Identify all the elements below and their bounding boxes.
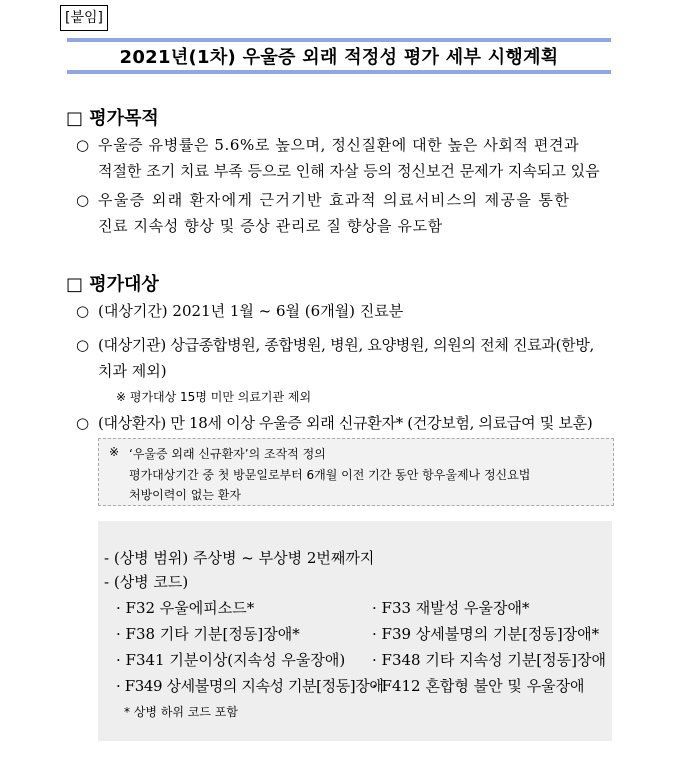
title-bar xyxy=(67,38,611,74)
definition-box xyxy=(98,438,614,506)
bullet-icon: ○ xyxy=(76,336,90,354)
attachment-label: [붙임] xyxy=(60,5,108,31)
code-right-2: · F39 상세불명의 기분[정동]장애* xyxy=(372,625,600,643)
code-right-4: · F412 혼합형 불안 및 우울장애 xyxy=(372,677,585,695)
code-footnote: * 상병 하위 코드 포함 xyxy=(124,705,238,719)
section-heading-purpose: □ 평가목적 xyxy=(66,108,159,129)
target-institution-line1: (대상기관) 상급종합병원, 종합병원, 병원, 요양병원, 의원의 전체 진료과(한방, xyxy=(98,336,594,354)
target-patient: (대상환자) 만 18세 이상 우울증 외래 신규환자* (건강보험, 의료급여 및 보훈) xyxy=(98,414,593,432)
bullet-icon: ○ xyxy=(76,136,90,154)
code-label: - (상병 코드) xyxy=(104,573,189,591)
definition-line2: 처방이력이 없는 환자 xyxy=(129,488,241,502)
bullet-icon: ○ xyxy=(76,191,90,209)
purpose-item-1-line1: 우울증 유병률은 5.6%로 높으며, 정신질환에 대한 높은 사회적 편견과 xyxy=(98,136,580,154)
target-institution-line2: 치과 제외) xyxy=(98,362,167,380)
code-right-1: · F33 재발성 우울장애* xyxy=(372,599,530,617)
purpose-item-2-line1: 우울증 외래 환자에게 근거기반 효과적 의료서비스의 제공을 통한 xyxy=(98,191,571,209)
definition-line1: 평가대상기간 중 첫 방문일로부터 6개월 이전 기간 동안 항우울제나 정신요법 xyxy=(129,468,531,482)
purpose-item-2-line2: 진료 지속성 향상 및 증상 관리로 질 향상을 유도함 xyxy=(98,217,443,235)
disease-code-box xyxy=(98,521,612,741)
bullet-icon: ○ xyxy=(76,414,90,432)
code-left-1: · F32 우울에피소드* xyxy=(116,599,255,617)
target-period: (대상기간) 2021년 1월 ~ 6월 (6개월) 진료분 xyxy=(98,302,404,320)
code-right-3: · F348 기타 지속성 기분[정동]장애 xyxy=(372,651,606,669)
institution-note: ※ 평가대상 15명 미만 의료기관 제외 xyxy=(116,390,312,404)
code-left-4: · F349 상세불명의 지속성 기분[정동]장애 xyxy=(116,677,384,695)
code-left-2: · F38 기타 기분[정동]장애* xyxy=(116,625,300,643)
definition-mark: ※ xyxy=(109,445,120,459)
bullet-icon: ○ xyxy=(76,302,90,320)
definition-title: ‘우울증 외래 신규환자’의 조작적 정의 xyxy=(129,447,326,461)
purpose-item-1-line2: 적절한 조기 치료 부족 등으로 인해 자살 등의 정신보건 문제가 지속되고 있음 xyxy=(98,162,600,180)
page-title: 2021년(1차) 우울증 외래 적정성 평가 세부 시행계획 xyxy=(119,47,559,68)
code-range: - (상병 범위) 주상병 ~ 부상병 2번째까지 xyxy=(104,549,375,567)
section-heading-target: □ 평가대상 xyxy=(66,274,159,295)
code-left-3: · F341 기분이상(지속성 우울장애) xyxy=(116,651,346,669)
